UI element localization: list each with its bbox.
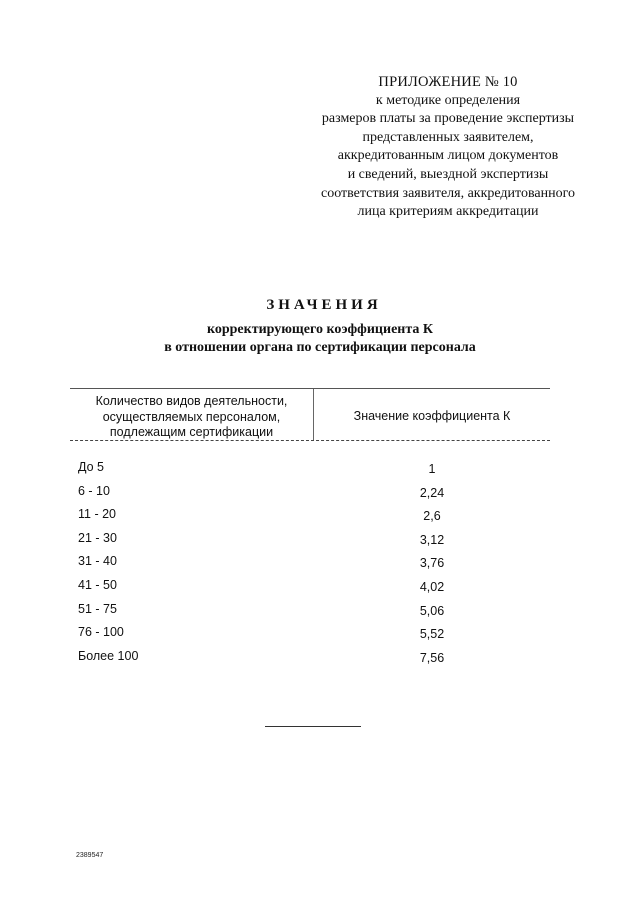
coefficient-cell: 3,76 <box>419 556 445 571</box>
table-row <box>78 458 478 482</box>
document-number: 2389547 <box>76 852 104 859</box>
end-of-document-rule <box>265 726 361 727</box>
document-subtitle <box>0 321 640 357</box>
appendix-line: соответствия заявителя, аккредитованного <box>320 185 575 201</box>
range-cell: 41 - 50 <box>78 577 117 592</box>
coefficient-cell: 2,24 <box>419 485 445 500</box>
table-row <box>78 552 478 576</box>
coefficient-cell: 7,56 <box>419 650 445 665</box>
range-cell: Более 100 <box>78 648 139 663</box>
range-cell: 21 - 30 <box>78 530 117 545</box>
subtitle-line: корректирующего коэффициента К <box>206 322 434 337</box>
table-row <box>78 505 478 529</box>
appendix-line: к методике определения <box>375 92 521 108</box>
header-coefficient: Значение коэффициента К <box>353 409 511 423</box>
appendix-line: аккредитованным лицом документов <box>337 148 559 164</box>
document-title: ЗНАЧЕНИЯ <box>266 297 382 313</box>
appendix-line: представленных заявителем, <box>362 129 534 145</box>
table-row <box>78 647 478 671</box>
range-cell: 6 - 10 <box>78 483 110 498</box>
range-cell: 76 - 100 <box>78 625 124 640</box>
appendix-label: ПРИЛОЖЕНИЕ № 10 <box>378 74 518 90</box>
table-row <box>78 529 478 553</box>
header-line: подлежащим сертификации <box>109 425 274 439</box>
coefficient-cell: 2,6 <box>423 509 441 524</box>
coefficient-cell: 5,06 <box>419 603 445 618</box>
appendix-line: размеров платы за проведение экспертизы <box>321 111 575 127</box>
coefficient-cell: 1 <box>428 462 436 476</box>
range-cell: 11 - 20 <box>78 507 116 522</box>
range-cell: До 5 <box>78 460 104 474</box>
table-body <box>78 458 478 670</box>
table-header <box>70 388 550 441</box>
header-rule <box>70 440 550 441</box>
coefficient-cell: 3,12 <box>419 532 445 547</box>
appendix-line: и сведений, выездной экспертизы <box>347 166 549 182</box>
coefficient-cell: 4,02 <box>419 579 445 594</box>
table-row <box>78 482 478 506</box>
header-line: Количество видов деятельности, <box>95 394 288 408</box>
table-row <box>78 576 478 600</box>
header-activity-count <box>70 394 313 441</box>
range-cell: 51 - 75 <box>78 601 117 616</box>
header-line: осуществляемых персоналом, <box>102 409 281 424</box>
table-row <box>78 623 478 647</box>
table-row <box>78 600 478 624</box>
appendix-line: лица критериям аккредитации <box>357 204 539 220</box>
range-cell: 31 - 40 <box>78 554 117 569</box>
appendix-block <box>268 73 628 222</box>
subtitle-line: в отношении органа по сертификации персонала <box>164 340 476 355</box>
coefficient-cell: 5,52 <box>419 627 445 642</box>
